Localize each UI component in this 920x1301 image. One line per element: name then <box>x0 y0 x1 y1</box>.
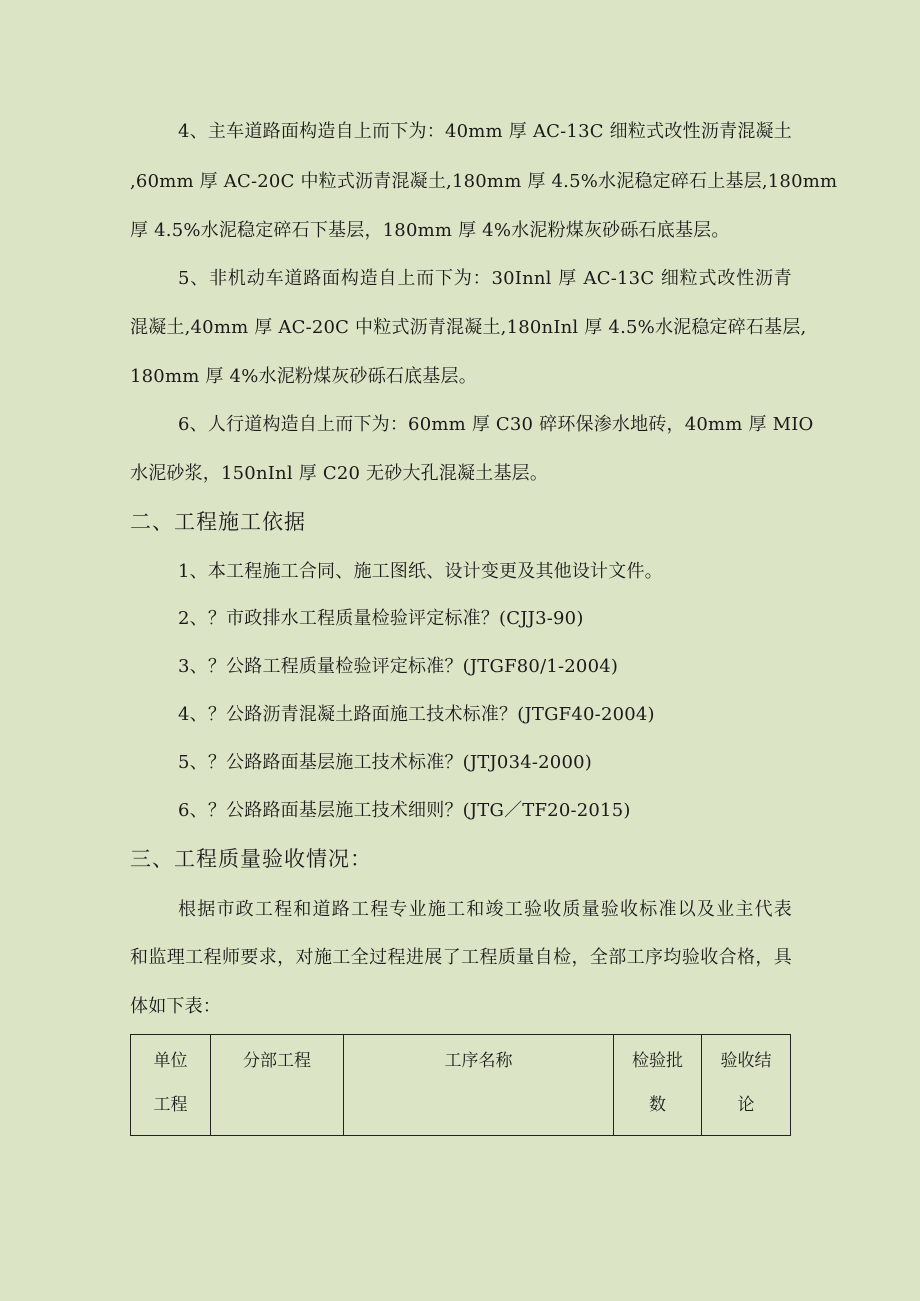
header-process-name-line-1: 工序名称 <box>444 1051 513 1071</box>
header-unit-project <box>131 1035 211 1136</box>
acceptance-paragraph-line-3: 体如下表： <box>130 996 221 1017</box>
pavement-nonmotor-line-1: 5、非机动车道路面构造自上而下为：30Innl 厚 AC-13C 细粒式改性沥青 <box>178 268 792 289</box>
pavement-nonmotor-line-3: 180mm 厚 4%水泥粉煤灰砂砾石底基层。 <box>130 366 477 387</box>
basis-item-4: 4、？公路沥青混凝土路面施工技术标准？(JTGF40-2004) <box>178 704 655 725</box>
acceptance-paragraph-line-1: 根据市政工程和道路工程专业施工和竣工验收质量验收标准以及业主代表 <box>178 899 792 920</box>
basis-item-3: 3、？公路工程质量检验评定标准？(JTGF80/1-2004) <box>178 656 619 677</box>
header-batch-count-line-2: 数 <box>649 1095 666 1115</box>
header-sub-project-line-1: 分部工程 <box>243 1051 311 1071</box>
table-header-row <box>131 1035 791 1136</box>
pavement-main-line-2: ,60mm 厚 AC-20C 中粒式沥青混凝土,180mm 厚 4.5%水泥稳定碎石上基层,180mm <box>130 171 838 192</box>
header-batch-count-line-1: 检验批 <box>632 1051 683 1071</box>
sidewalk-line-1: 6、人行道构造自上而下为：60mm 厚 C30 碎环保渗水地砖，40mm 厚 MIO <box>178 414 814 435</box>
header-process-name <box>344 1035 614 1136</box>
section-2-heading: 二、工程施工依据 <box>130 510 306 534</box>
acceptance-table <box>130 1034 791 1136</box>
pavement-main-line-1: 4、主车道路面构造自上而下为：40mm 厚 AC-13C 细粒式改性沥青混凝土 <box>178 121 792 142</box>
header-batch-count <box>614 1035 702 1136</box>
pavement-main-line-3: 厚 4.5%水泥稳定碎石下基层，180mm 厚 4%水泥粉煤灰砂砾石底基层。 <box>130 220 730 241</box>
pavement-nonmotor-line-2: 混凝土,40mm 厚 AC-20C 中粒式沥青混凝土,180nInl 厚 4.5%水泥稳定碎石基层, <box>130 317 807 338</box>
header-unit-project-line-1: 单位 <box>153 1051 188 1071</box>
acceptance-paragraph-line-2: 和监理工程师要求，对施工全过程进展了工程质量自检，全部工序均验收合格，具 <box>130 947 792 968</box>
section-3-heading: 三、工程质量验收情况： <box>130 847 372 871</box>
header-sub-project <box>211 1035 344 1136</box>
basis-item-2: 2、？市政排水工程质量检验评定标准？(CJJ3-90) <box>178 608 584 629</box>
basis-item-6: 6、？公路路面基层施工技术细则？(JTG／TF20-2015) <box>178 800 631 821</box>
basis-item-1: 1、本工程施工合同、施工图纸、设计变更及其他设计文件。 <box>178 561 663 582</box>
header-acceptance-conclusion-line-1: 验收结 <box>720 1051 772 1071</box>
header-acceptance-conclusion <box>702 1035 791 1136</box>
header-acceptance-conclusion-line-2: 论 <box>737 1095 755 1115</box>
header-unit-project-line-2: 工程 <box>153 1095 188 1115</box>
sidewalk-line-2: 水泥砂浆，150nInl 厚 C20 无砂大孔混凝土基层。 <box>130 463 549 484</box>
basis-item-5: 5、？公路路面基层施工技术标准？(JTJ034-2000) <box>178 752 592 773</box>
